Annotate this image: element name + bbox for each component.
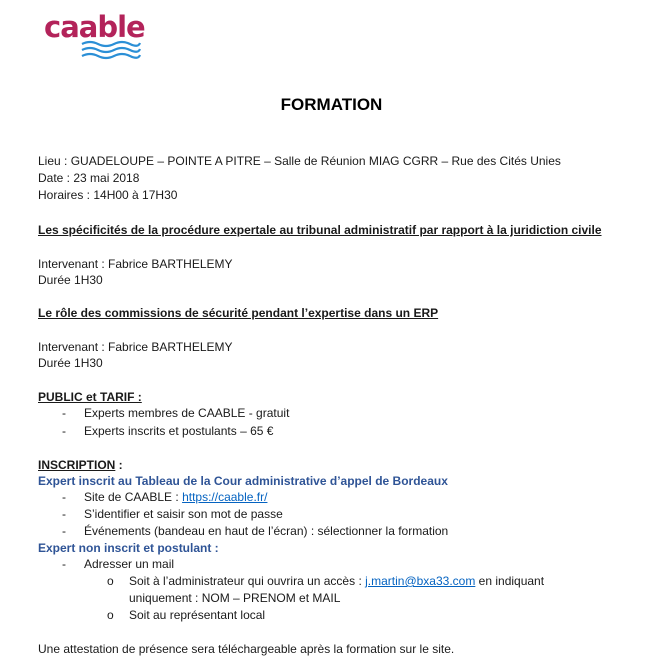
session2-duree: Durée 1H30 <box>38 356 103 370</box>
public-item: Experts inscrits et postulants – 65 € <box>84 424 274 438</box>
dash-bullet: - <box>62 557 66 571</box>
session1-intervenant: Intervenant : Fabrice BARTHELEMY <box>38 257 233 271</box>
dash-bullet: - <box>62 524 66 538</box>
public-heading: PUBLIC et TARIF : <box>38 390 142 404</box>
public-item: Experts membres de CAABLE - gratuit <box>84 406 290 420</box>
logo-wave-icon <box>80 40 142 60</box>
sub-admin <box>129 573 544 589</box>
dash-bullet: - <box>62 507 66 521</box>
sub-admin-post: en indiquant <box>475 574 545 588</box>
inscription-heading: INSCRIPTION <box>38 458 116 472</box>
group2-title: Expert non inscrit et postulant : <box>38 541 219 555</box>
session1-title: Les spécificités de la procédure expertale au tribunal administratif par rapport à la juridiction civile <box>38 223 602 237</box>
step-site <box>84 489 267 505</box>
group1-title: Expert inscrit au Tableau de la Cour administrative d’appel de Bordeaux <box>38 474 448 488</box>
info-horaires: Horaires : 14H00 à 17H30 <box>38 188 178 202</box>
inscription-heading-line <box>38 457 123 473</box>
info-date: Date : 23 mai 2018 <box>38 171 140 185</box>
step-login: S’identifier et saisir son mot de passe <box>84 507 283 521</box>
info-lieu: Lieu : GUADELOUPE – POINTE A PITRE – Salle de Réunion MIAG CGRR – Rue des Cités Unies <box>38 154 561 168</box>
mail-step: Adresser un mail <box>84 557 175 571</box>
caable-site-link[interactable]: https://caable.fr/ <box>182 490 268 504</box>
session1-duree: Durée 1H30 <box>38 273 103 287</box>
sub-admin-text: Soit à l’administrateur qui ouvrira un accès : <box>129 574 366 588</box>
sub-admin-line2: uniquement : NOM – PRENOM et MAIL <box>129 591 341 605</box>
dash-bullet: - <box>62 424 66 438</box>
dash-bullet: - <box>62 406 66 420</box>
circle-bullet: o <box>107 608 114 622</box>
footer-note: Une attestation de présence sera téléchargeable après la formation sur le site. <box>38 642 455 656</box>
session2-intervenant: Intervenant : Fabrice BARTHELEMY <box>38 340 233 354</box>
caable-logo <box>44 10 144 56</box>
logo-text: caable <box>44 10 145 44</box>
dash-bullet: - <box>62 490 66 504</box>
session2-title: Le rôle des commissions de sécurité pendant l’expertise dans un ERP <box>38 306 439 320</box>
circle-bullet: o <box>107 574 114 588</box>
admin-email-link[interactable]: j.martin@bxa33.com <box>365 574 476 588</box>
step-events: Événements (bandeau en haut de l’écran) : sélectionner la formation <box>84 524 449 538</box>
page-title: FORMATION <box>280 95 383 114</box>
sub-representative: Soit au représentant local <box>129 608 266 622</box>
inscription-colon: : <box>115 458 123 472</box>
site-label: Site de CAABLE : <box>84 490 183 504</box>
